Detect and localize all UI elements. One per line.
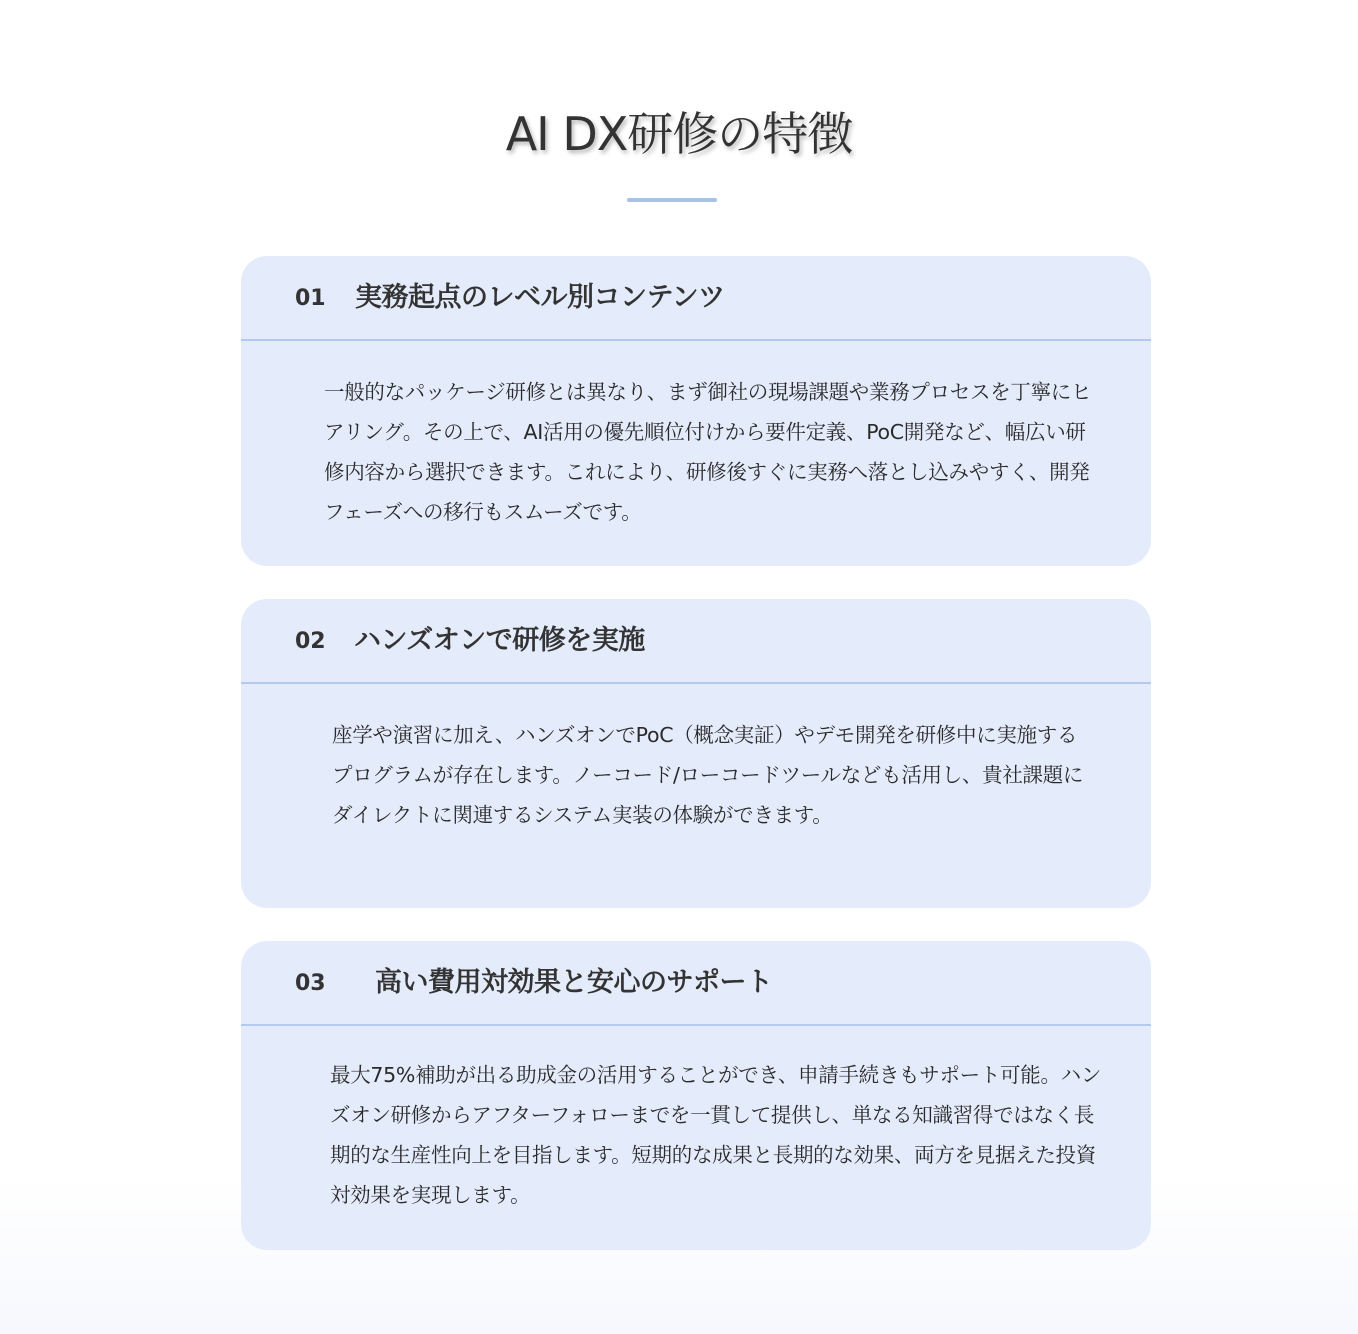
feature-number: 01 (295, 286, 326, 311)
feature-card-header (241, 941, 1151, 1026)
feature-description: 一般的なパッケージ研修とは異なり、まず御社の現場課題や業務プロセスを丁寧にヒアリング。その上で、AI活用の優先順位付けから要件定義、PoC開発など、幅広い研修内容から選択できます。これにより、研修後すぐに実務へ落とし込みやすく、開発フェーズへの移行もスムーズです。 (324, 380, 1092, 524)
feature-number: 02 (295, 629, 326, 654)
title-underline (627, 198, 717, 202)
feature-card-header (241, 256, 1151, 341)
feature-heading: 実務起点のレベル別コンテンツ (355, 282, 725, 313)
feature-card-2 (241, 599, 1151, 908)
feature-number: 03 (295, 971, 326, 996)
section-title: AI DX研修の特徴 (505, 107, 853, 161)
feature-heading: ハンズオンで研修を実施 (354, 625, 645, 656)
feature-description: 最大75%補助が出る助成金の活用することができ、申請手続きもサポート可能。ハンズオン研修からアフターフォローまでを一貫して提供し、単なる知識習得ではなく長期的な生産性向上を目指します。短期的な成果と長期的な効果、両方を見据えた投資対効果を実現します。 (330, 1063, 1102, 1207)
feature-description: 座学や演習に加え、ハンズオンでPoC（概念実証）やデモ開発を研修中に実施するプログラムが存在します。ノーコード/ローコードツールなども活用し、貴社課題にダイレクトに関連するシステム実装の体験ができます。 (332, 723, 1084, 827)
feature-card-header (241, 599, 1151, 684)
feature-heading: 高い費用対効果と安心のサポート (375, 967, 773, 998)
feature-card-3 (241, 941, 1151, 1250)
feature-card-1 (241, 256, 1151, 566)
